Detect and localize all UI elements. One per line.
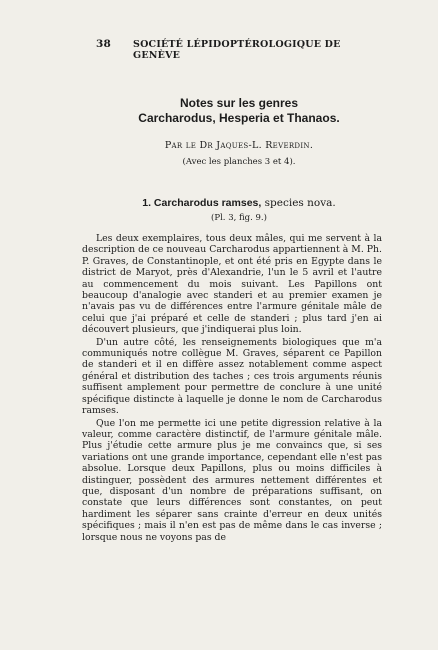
- section-heading: [80, 197, 398, 209]
- body-paragraph-3: Que l'on me permette ici une petite digression relative à la valeur, comme caractère distinctif, de l'armure génitale mâle. Plus j'étudie cette armure plus je me convaincs que, si ses variations ont une grande importance, cependant elle n'est pas absolue. Lorsque deux Papillons, plus ou moins difficiles à distinguer, possèdent des armures nettement différentes et que, disposant d'un nombre de préparations suffisant, on constate que leurs différences sont constantes, on peut hardiment les séparer sans crainte d'erreur en deux unités spécifiques ; mais il n'en est pas de même dans le cas inverse ; lorsque nous ne voyons pas de: [82, 417, 382, 543]
- article-body: [82, 233, 382, 543]
- body-paragraph-1: Les deux exemplaires, tous deux mâles, qui me servent à la description de ce nouveau Carcharodus appartiennent à M. Ph. P. Graves, de Constantinople, et ont été pris en Egypte dans le district de Maryot, près d'Alexandrie, l'un le 5 avril et l'autre au commencement du mois suivant. Les Papillons ont beaucoup d'analogie avec standeri et au premier examen je n'avais pas vu de différences entre l'armure génitale mâle de celui que j'ai préparé et celle de standeri ; plus tard j'en ai découvert plusieurs, que j'indiquerai plus loin.: [82, 233, 382, 336]
- article-author: Par le Dr Jaques-L. Reverdin.: [164, 140, 314, 151]
- page-number: 38: [96, 38, 112, 50]
- running-title: SOCIÉTÉ LÉPIDOPTÉROLOGIQUE DE GENÈVE: [133, 39, 341, 61]
- figure-reference: (Pl. 3, fig. 9.): [211, 213, 267, 223]
- body-paragraph-2: D'un autre côté, les renseignements biologiques que m'a communiqués notre collègue M. Graves, séparent ce Papillon de standeri et il en diffère assez notablement comme aspect général et distribution des taches ; ces trois arguments réunis suffisent amplement pour permettre de conclure à une unité spécifique distincte à laquelle je donne le nom de Carcharodus ramses.: [82, 336, 382, 417]
- article-title-line2: Carcharodus, Hesperia et Thanaos.: [138, 111, 340, 125]
- article-title-line1: Notes sur les genres: [179, 96, 299, 110]
- section-heading-suffix: species nova.: [264, 197, 336, 209]
- page-header: [96, 38, 368, 61]
- article-title: [80, 96, 398, 126]
- plates-note: (Avec les planches 3 et 4).: [182, 157, 296, 167]
- section-heading-name: 1. Carcharodus ramses,: [142, 197, 262, 209]
